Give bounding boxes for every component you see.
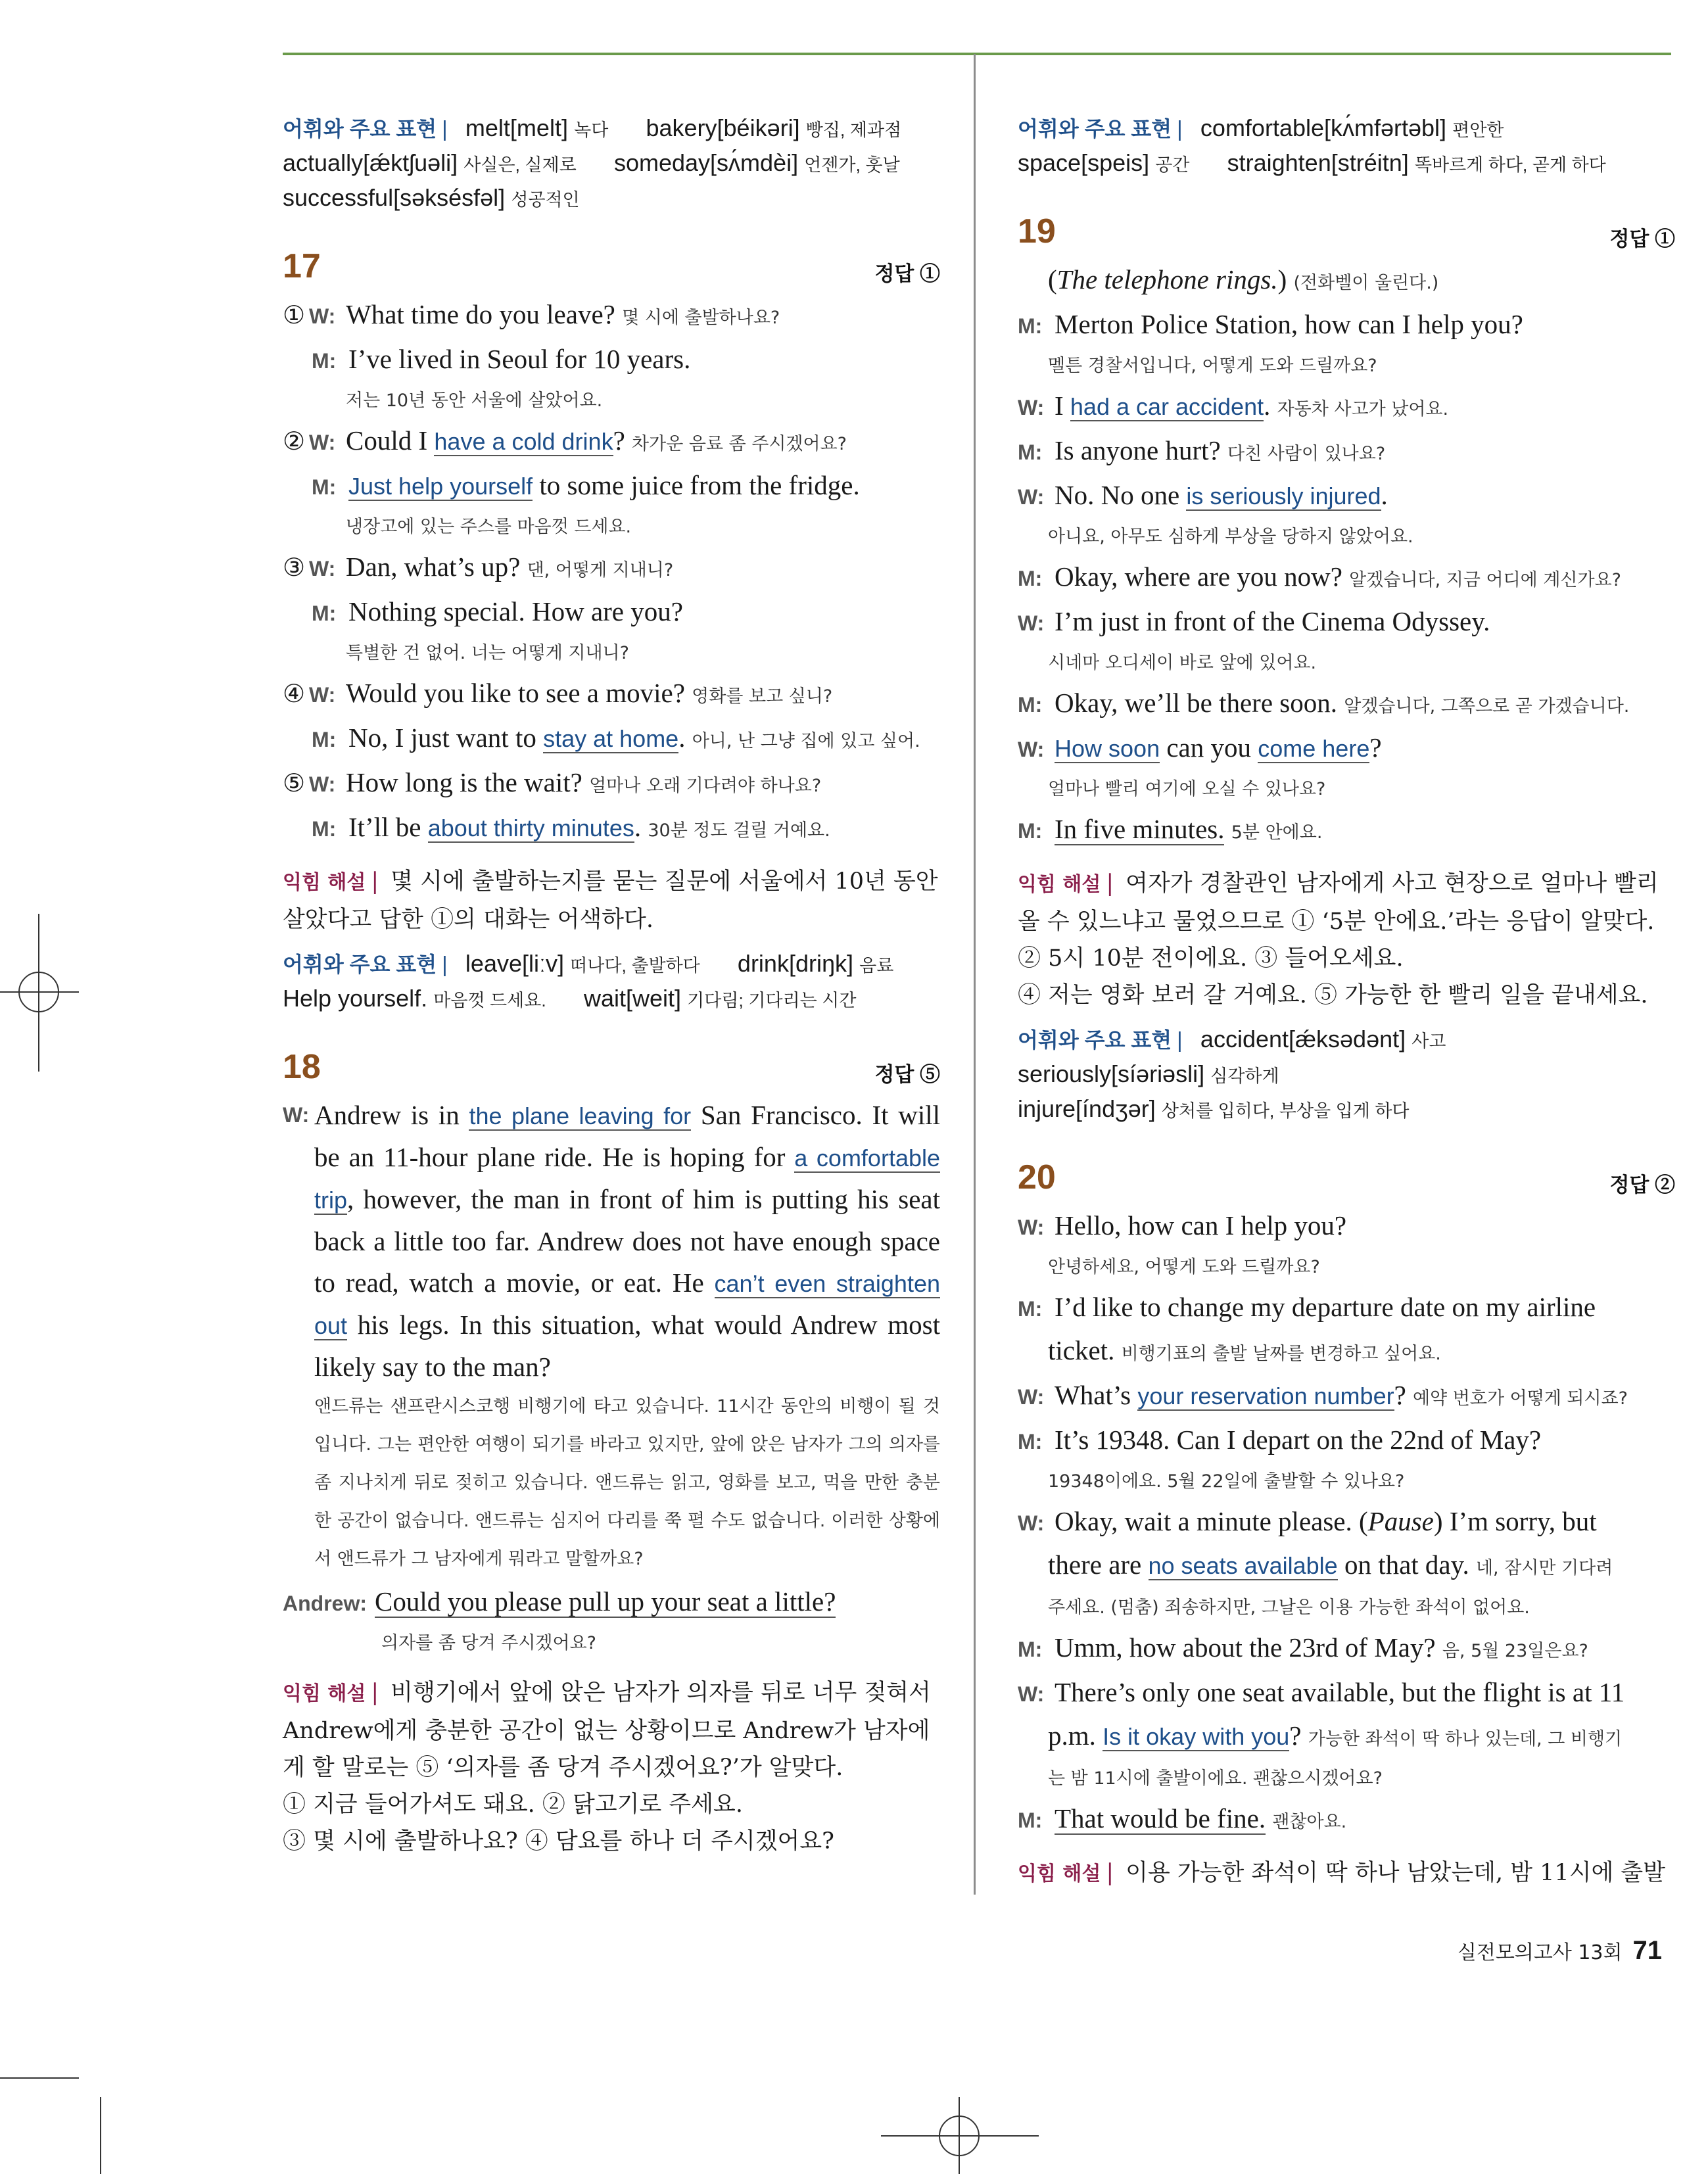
- vocab-block: 어휘와 주요 표현 | comfortable[kʌ́mfərtəbl] 편안한 space[speis] 공간 straighten[stréitn] 똑바르게 하다, 곧게 하다: [1018, 114, 1606, 176]
- monologue: W: Andrew is in the plane leaving for San Francisco. It will be an 11-hour plane ride. He is hoping for a comfortable trip, however, the man in front of him is putting his seat back a little too far. Andrew does not have enough space to read, watch a movie, or eat. He can’t even straighten out his legs. In this situation, what would Andrew most likely say to the man? 앤드류는 샌프란시스코행 비행기에 타고 있습니다. 11시간 동안의 비행이 될 것입니다. 그는 편안한 여행이 되기를 바라고 있지만, 앞에 앉은 남자가 그의 의자를 좀 지나치게 뒤로 젖히고 있습니다. 앤드류는 읽고, 영화를 보고, 먹을 만한 충분한 공간이 없습니다. 앤드류는 심지어 다리를 쭉 펼 수도 없습니다. 이러한 상황에서 앤드류가 그 남자에게 뭐라고 말할까요?: [283, 1100, 941, 1569]
- answer-label: 정답 ①: [1609, 227, 1675, 250]
- vocab-block: 어휘와 주요 표현 | leave[liːv] 떠나다, 출발하다 drink[driŋk] 음료 Help yourself. 마음껏 드세요. wait[weit] 기다림; 기다리는 시간: [283, 950, 894, 1012]
- column-divider: [974, 54, 976, 1895]
- question-number: 19: [1018, 212, 1056, 250]
- question-number: 17: [283, 247, 321, 285]
- answer-label: 정답 ⑤: [874, 1063, 940, 1086]
- question-number: 20: [1018, 1158, 1056, 1196]
- question-17-header: [283, 243, 940, 293]
- explanation-17: 익힘 해설 | 몇 시에 출발하는지를 묻는 질문에 서울에서 10년 동안 살았다고 답한 ①의 대화는 어색하다.: [283, 868, 938, 933]
- registration-mark-left: [0, 914, 85, 1072]
- left-column: 어휘와 주요 표현 | melt[melt] 녹다 bakery[béikəri] 빵집, 제과점 actually[ǽktʃuəli] 사실은, 실제로 someday[sʌ́mdèi] 언젠가, 훗날 successful[səksésfəl] 성공적인 17 정답 ① ① W: What time do you leave? 몇 시에 출발하나요? M: I’ve lived in Seoul for 10 years. 저는 10년 동안 서울에 살았어요. ② W: Could I have a cold drink? 차가운 음료 좀 주시겠어요? M: Just help yourself to some juice from the fridge. 냉장고에 있는 주스를 마음껏 드세요. ③ W: Dan, what’s up? 댄, 어떻게 지내니? M: Nothing special. How are you? 특별한 건 없어. 너는 어떻게 지내니? ④ W: Would you like to see a movie? 영화를 보고 싶니? M: No, I just want to stay at home. 아니, 난 그냥 집에 있고 싶어. ⑤ W: How long is the wait? 얼마나 오래 기다려야 하나요? M: It’ll be about thirty minutes. 30분 정도 걸릴 거예요. 익힘 해설 | 몇 시에 출발하는지를 묻는 질문에 서울에서 10년 동안 살았다고 답한 ①의 대화는 어색하다. 어휘와 주요 표현 | leave[liːv] 떠나다, 출발하다 drink[driŋk] 음료 Help yourself. 마음껏 드세요. wait[weit] 기다림; 기다리는 시간 18 정답 ⑤ W: Andrew is in the plane leaving for San Francisco. It will be an 11-hour plane ride. He is hoping for a comfortable trip, however, the man in front of him is putting his seat back a little too far. Andrew does not have enough space to read, watch a movie, or eat. He can’t even straighten out his legs. In this situation, what would Andrew most likely say to the man? 앤드류는 샌프란시스코행 비행기에 타고 있습니다. 11시간 동안의 비행이 될 것입니다. 그는 편안한 여행이 되기를 바라고 있지만, 앞에 앉은 남자가 그의 의자를 좀 지나치게 뒤로 젖히고 있습니다. 앤드류는 읽고, 영화를 보고, 먹을 만한 충분한 공간이 없습니다. 앤드류는 심지어 다리를 쭉 펼 수도 없습니다. 이러한 상황에서 앤드류가 그 남자에게 뭐라고 말할까요? Andrew: Could you please pull up your seat a little? 의자를 좀 당겨 주시겠어요? 익힘 해설 | 비행기에서 앞에 앉은 남자가 의자를 뒤로 너무 젖혀서 Andrew에게 충분한 공간이 없는 상황이므로 Andrew가 남자에 게 할 말로는 ⑤ ‘의자를 좀 당겨 주시겠어요?’가 알맞다. ① 지금 들어가셔도 돼요. ② 닭고기로 주세요. ③ 몇 시에 출발하나요? ④ 담요를 하나 더 주시겠어요?: [283, 112, 940, 1860]
- right-column: 어휘와 주요 표현 | comfortable[kʌ́mfərtəbl] 편안한 space[speis] 공간 straighten[stréitn] 똑바르게 하다, 곧게 하다 19 정답 ① (The telephone rings.) (전화벨이 울린다.) M: Merton Police Station, how can I help you? 멜튼 경찰서입니다, 어떻게 도와 드릴까요? W: I had a car accident. 자동차 사고가 났어요. M: Is anyone hurt? 다친 사람이 있나요? W: No. No one is seriously injured. 아니요, 아무도 심하게 부상을 당하지 않았어요. M: Okay, where are you now? 알겠습니다, 지금 어디에 계신가요? W: I’m just in front of the Cinema Odyssey. 시네마 오디세이 바로 앞에 있어요. M: Okay, we’ll be there soon. 알겠습니다, 그쪽으로 곧 가겠습니다. W: How soon can you come here? 얼마나 빨리 여기에 오실 수 있나요? M: In five minutes. 5분 안에요. 익힘 해설 | 여자가 경찰관인 남자에게 사고 현장으로 얼마나 빨리 올 수 있느냐고 물었으므로 ① ‘5분 안에요.’라는 응답이 알맞다. ② 5시 10분 전이에요. ③ 들어오세요. ④ 저는 영화 보러 갈 거예요. ⑤ 가능한 한 빨리 일을 끝내세요. 어휘와 주요 표현 | accident[ǽksədənt] 사고 seriously[síəriəsli] 심각하게 injure[índʒər] 상처를 입히다, 부상을 입게 하다 20 정답 ② W: Hello, how can I help you? 안녕하세요, 어떻게 도와 드릴까요? M: I’d like to change my departure date on my airline ticket. 비행기표의 출발 날짜를 변경하고 싶어요. W: What’s your reservation number? 예약 번호가 어떻게 되시죠? M: It’s 19348. Can I depart on the 22nd of May? 19348이에요. 5월 22일에 출발할 수 있나요? W: Okay, wait a minute please. (Pause) I’m sorry, but there are no seats available on that day. 네, 잠시만 기다려 주세요. (멈춤) 죄송하지만, 그날은 이용 가능한 좌석이 없어요. M: Umm, how about the 23rd of May? 음, 5월 23일은요? W: There’s only one seat available, but the flight is at 11 p.m. Is it okay with you? 가능한 좌석이 딱 하나 있는데, 그 비행기 는 밤 11시에 출발이에요. 괜찮으시겠어요? M: That would be fine. 괜찮아요. 익힘 해설 | 이용 가능한 좌석이 딱 하나 남았는데, 밤 11시에 출발: [1018, 112, 1675, 1893]
- page-number: 71: [1632, 1936, 1662, 1965]
- question-number: 18: [283, 1048, 321, 1086]
- footer-label: 실전모의고사 13회: [1457, 1941, 1623, 1964]
- question-20-header: [1018, 1154, 1675, 1204]
- explanation-18: 익힘 해설 | 비행기에서 앞에 앉은 남자가 의자를 뒤로 너무 젖혀서 Andrew에게 충분한 공간이 없는 상황이므로 Andrew가 남자에 게 할 말로는 ⑤ ‘의자를 좀 당겨 주시겠어요?’가 알맞다. ① 지금 들어가셔도 돼요. ② 닭고기로 주세요. ③ 몇 시에 출발하나요? ④ 담요를 하나 더 주시겠어요?: [283, 1680, 931, 1855]
- answer-label: 정답 ①: [874, 262, 940, 285]
- registration-mark-bottom: [881, 2097, 1039, 2174]
- vocab-block: 어휘와 주요 표현 | melt[melt] 녹다 bakery[béikəri] 빵집, 제과점 actually[ǽktʃuəli] 사실은, 실제로 someday[sʌ́mdèi] 언젠가, 훗날 successful[səksésfəl] 성공적인: [283, 114, 902, 211]
- explanation-19: 익힘 해설 | 여자가 경찰관인 남자에게 사고 현장으로 얼마나 빨리 올 수 있느냐고 물었으므로 ① ‘5분 안에요.’라는 응답이 알맞다. ② 5시 10분 전이에요. ③ 들어오세요. ④ 저는 영화 보러 갈 거예요. ⑤ 가능한 한 빨리 일을 끝내세요.: [1018, 870, 1659, 1008]
- explanation-20: 익힘 해설 | 이용 가능한 좌석이 딱 하나 남았는데, 밤 11시에 출발: [1018, 1860, 1666, 1886]
- page-footer: [1458, 1936, 1662, 1966]
- top-rule: [283, 53, 1671, 55]
- question-19-header: [1018, 208, 1675, 258]
- answer-label: 정답 ②: [1609, 1173, 1675, 1196]
- question-18-header: [283, 1043, 940, 1093]
- crop-mark-bottom-left: [0, 2077, 105, 2174]
- vocab-block: 어휘와 주요 표현 | accident[ǽksədənt] 사고 seriously[síəriəsli] 심각하게 injure[índʒər] 상처를 입히다, 부상을 입게 하다: [1018, 1026, 1446, 1122]
